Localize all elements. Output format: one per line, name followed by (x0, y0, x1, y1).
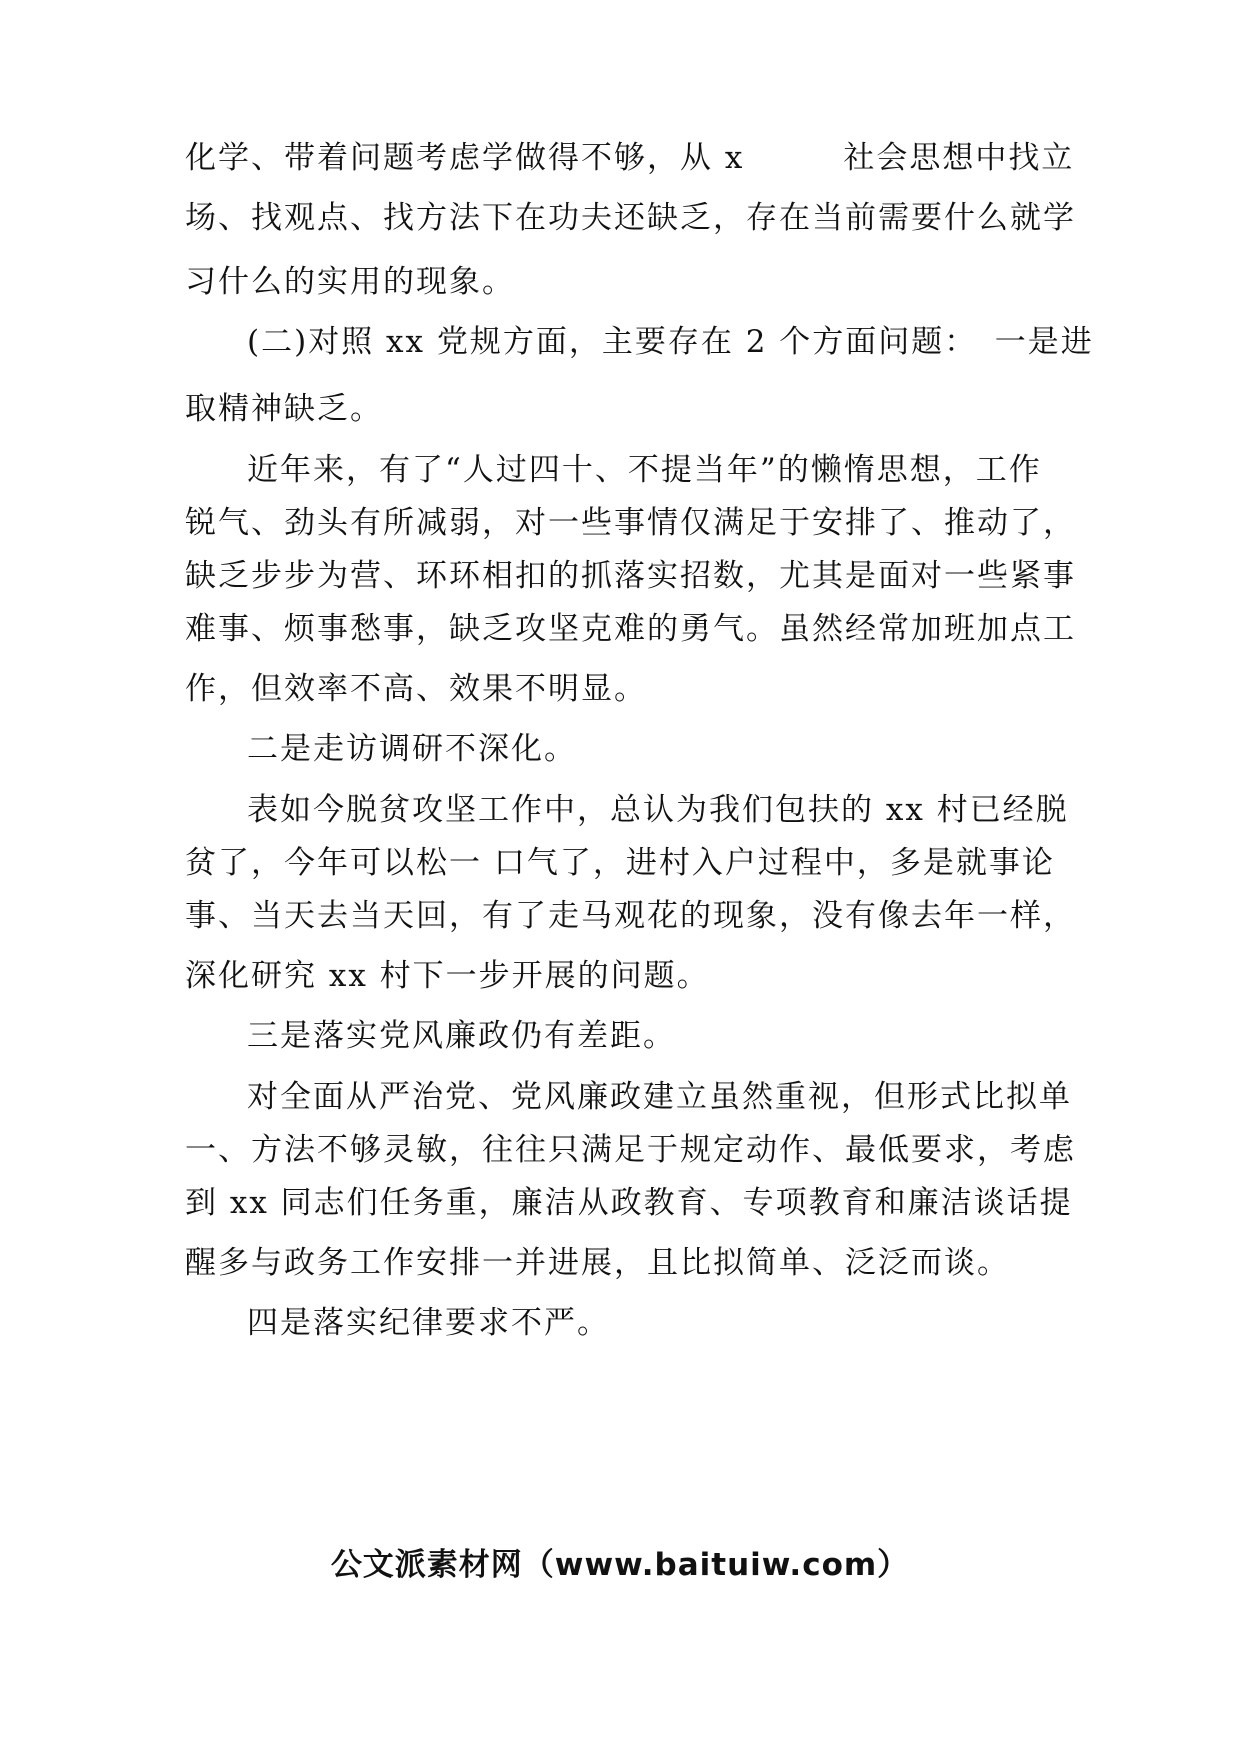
text-line: 锐气、劲头有所减弱，对一些事情仅满足于安排了、推动了， (185, 505, 1076, 541)
text-line: 贫了，今年可以松一 口气了，进村入户过程中，多是就事论 (185, 845, 1055, 881)
text-line: 对全面从严治党、党风廉政建立虽然重视，但形式比拟单 (247, 1079, 1072, 1115)
text-line: 一、方法不够灵敏，往往只满足于规定动作、最低要求，考虑 (185, 1132, 1076, 1168)
text-line: 化学、带着问题考虑学做得不够，从 x 社会思想中找立 (185, 140, 1075, 176)
text-line: (二)对照 xx 党规方面，主要存在 2 个方面问题： 一是进 (247, 324, 1094, 360)
text-line: 到 xx 同志们任务重，廉洁从政教育、专项教育和廉洁谈话提 (185, 1185, 1073, 1221)
text-line: 事、当天去当天回，有了走马观花的现象，没有像去年一样， (185, 898, 1076, 934)
text-line: 三是落实党风廉政仍有差距。 (247, 1018, 676, 1054)
page-footer: 公文派素材网（www.baituiw.com） (330, 1547, 910, 1583)
text-line: 习什么的实用的现象。 (185, 264, 515, 300)
text-line: 难事、烦事愁事，缺乏攻坚克难的勇气。虽然经常加班加点工 (185, 611, 1076, 647)
text-line: 场、找观点、找方法下在功夫还缺乏，存在当前需要什么就学 (185, 200, 1076, 236)
text-line: 表如今脱贫攻坚工作中，总认为我们包扶的 xx 村已经脱 (247, 792, 1069, 828)
text-line: 深化研究 xx 村下一步开展的问题。 (185, 958, 710, 994)
text-line: 二是走访调研不深化。 (247, 731, 577, 767)
text-line: 醒多与政务工作安排一并进展，且比拟简单、泛泛而谈。 (185, 1245, 1010, 1281)
text-line: 四是落实纪律要求不严。 (247, 1305, 610, 1341)
text-line: 缺乏步步为营、环环相扣的抓落实招数，尤其是面对一些紧事 (185, 558, 1076, 594)
text-line: 取精神缺乏。 (185, 391, 383, 427)
text-line: 近年来，有了“人过四十、不提当年”的懒惰思想，工作 (247, 452, 1042, 488)
text-line: 作，但效率不高、效果不明显。 (185, 671, 647, 707)
